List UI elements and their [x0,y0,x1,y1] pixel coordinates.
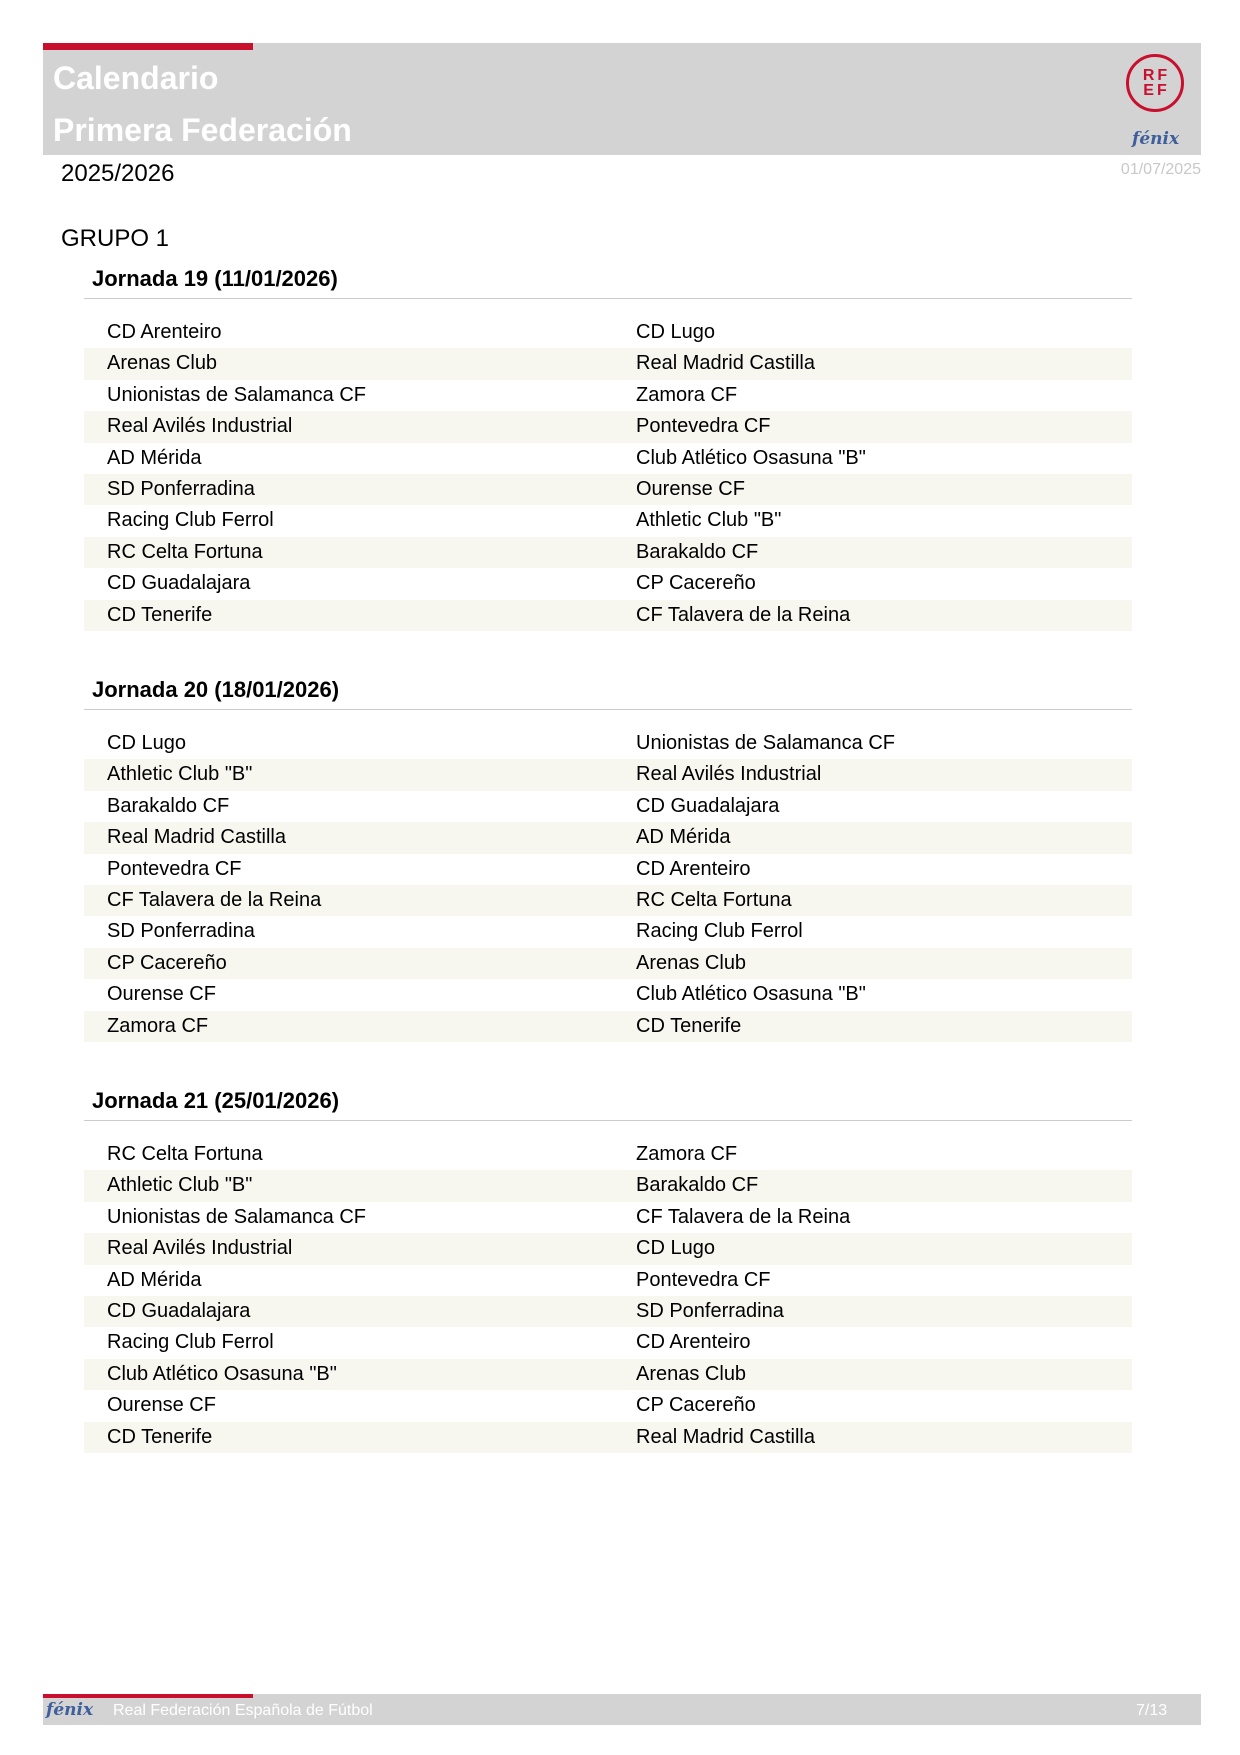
away-team: CD Lugo [636,1237,715,1260]
away-team: Zamora CF [636,1143,738,1165]
away-team: Zamora CF [636,383,738,406]
away-team: CP Cacereño [636,1394,756,1417]
home-team: CD Tenerife [107,603,213,626]
away-team: CD Lugo [636,321,715,343]
match-row [84,1359,1132,1390]
away-team: CP Cacereño [636,572,756,595]
away-team: Real Madrid Castilla [636,352,815,375]
home-team: Athletic Club "B" [107,1174,253,1197]
match-row [84,1202,1132,1233]
away-team: CF Talavera de la Reina [636,603,851,626]
header-accent-bar [43,43,253,50]
match-row [84,1327,1132,1358]
home-team: AD Mérida [107,1268,202,1291]
match-row [84,1139,1132,1170]
match-row [84,443,1132,474]
away-team: Athletic Club "B" [636,509,782,532]
footer-organization: Real Federación Española de Fútbol [113,1702,373,1719]
away-team: Barakaldo CF [636,540,759,563]
away-team: Arenas Club [636,951,747,974]
match-row [84,348,1132,379]
home-team: Real Avilés Industrial [107,415,293,438]
home-team: SD Ponferradina [107,920,255,943]
home-team: CD Tenerife [107,1425,213,1448]
home-team: Racing Club Ferrol [107,1331,274,1354]
away-team: CD Guadalajara [636,794,780,817]
home-team: Barakaldo CF [107,794,230,817]
home-team: Real Madrid Castilla [107,826,286,849]
match-row [84,380,1132,411]
match-row [84,505,1132,536]
away-team: CD Arenteiro [636,1331,751,1354]
home-team: Unionistas de Salamanca CF [107,383,367,406]
match-row [84,759,1132,790]
away-team: Club Atlético Osasuna "B" [636,983,866,1006]
away-team: Pontevedra CF [636,1268,771,1291]
home-team: CF Talavera de la Reina [107,888,322,911]
match-row [84,916,1132,947]
home-team: Ourense CF [107,983,216,1006]
away-team: CD Arenteiro [636,857,751,880]
match-row [84,948,1132,979]
match-row [84,317,1132,348]
match-row [84,1011,1132,1042]
match-row [84,1170,1132,1201]
print-date: 01/07/2025 [1120,161,1201,178]
away-team: Real Madrid Castilla [636,1425,815,1448]
match-row [84,600,1132,631]
home-team: CD Lugo [107,732,186,754]
match-row [84,1422,1132,1453]
home-team: RC Celta Fortuna [107,540,263,563]
away-team: Unionistas de Salamanca CF [636,732,896,754]
home-team: SD Ponferradina [107,477,255,500]
page-number: 7/13 [1136,1702,1168,1719]
home-team: CP Cacereño [107,951,227,974]
match-row [84,411,1132,442]
away-team: RC Celta Fortuna [636,888,792,911]
jornada-title: Jornada 20 (18/01/2026) [84,677,1132,710]
away-team: AD Mérida [636,826,731,849]
home-team: Unionistas de Salamanca CF [107,1205,367,1228]
competition-title: Primera Federación [53,112,352,148]
away-team: Racing Club Ferrol [636,920,803,943]
match-row [84,979,1132,1010]
logo-text-top: RF [1142,67,1171,84]
match-list [84,1139,1132,1453]
match-row [84,885,1132,916]
away-team: CF Talavera de la Reina [636,1205,851,1228]
home-team: CD Arenteiro [107,321,222,343]
home-team: Zamora CF [107,1014,209,1037]
jornada-section [84,1088,1132,1453]
jornada-section [84,266,1132,631]
fenix-logo-footer: fénix [46,1700,94,1720]
home-team: Arenas Club [107,352,218,375]
match-row [84,854,1132,885]
away-team: Club Atlético Osasuna "B" [636,446,866,469]
fenix-logo: fénix [1132,129,1180,149]
home-team: Club Atlético Osasuna "B" [107,1362,337,1385]
away-team: Arenas Club [636,1362,747,1385]
group-label: GRUPO 1 [61,225,170,252]
footer-accent-bar [43,1694,253,1698]
document-title: Calendario [53,60,219,96]
match-row [84,791,1132,822]
away-team: Real Avilés Industrial [636,763,822,786]
home-team: Athletic Club "B" [107,763,253,786]
match-row [84,1233,1132,1264]
away-team: Barakaldo CF [636,1174,759,1197]
home-team: CD Guadalajara [107,572,251,595]
match-row [84,1296,1132,1327]
match-row [84,568,1132,599]
away-team: CD Tenerife [636,1014,742,1037]
logo-text-bottom: EF [1143,82,1170,99]
match-list [84,728,1132,1042]
match-row [84,474,1132,505]
away-team: Pontevedra CF [636,415,771,438]
away-team: Ourense CF [636,477,745,500]
home-team: CD Guadalajara [107,1299,251,1322]
home-team: RC Celta Fortuna [107,1143,263,1165]
home-team: Real Avilés Industrial [107,1237,293,1260]
match-row [84,1265,1132,1296]
match-list [84,317,1132,631]
jornada-section [84,677,1132,1042]
match-row [84,537,1132,568]
season-label: 2025/2026 [61,160,175,187]
match-row [84,1390,1132,1421]
match-row [84,728,1132,759]
home-team: AD Mérida [107,446,202,469]
match-row [84,822,1132,853]
away-team: SD Ponferradina [636,1299,784,1322]
home-team: Racing Club Ferrol [107,509,274,532]
jornada-title: Jornada 19 (11/01/2026) [84,266,1132,299]
home-team: Pontevedra CF [107,857,242,880]
home-team: Ourense CF [107,1394,216,1417]
jornada-title: Jornada 21 (25/01/2026) [84,1088,1132,1121]
rfef-logo [1126,54,1184,112]
